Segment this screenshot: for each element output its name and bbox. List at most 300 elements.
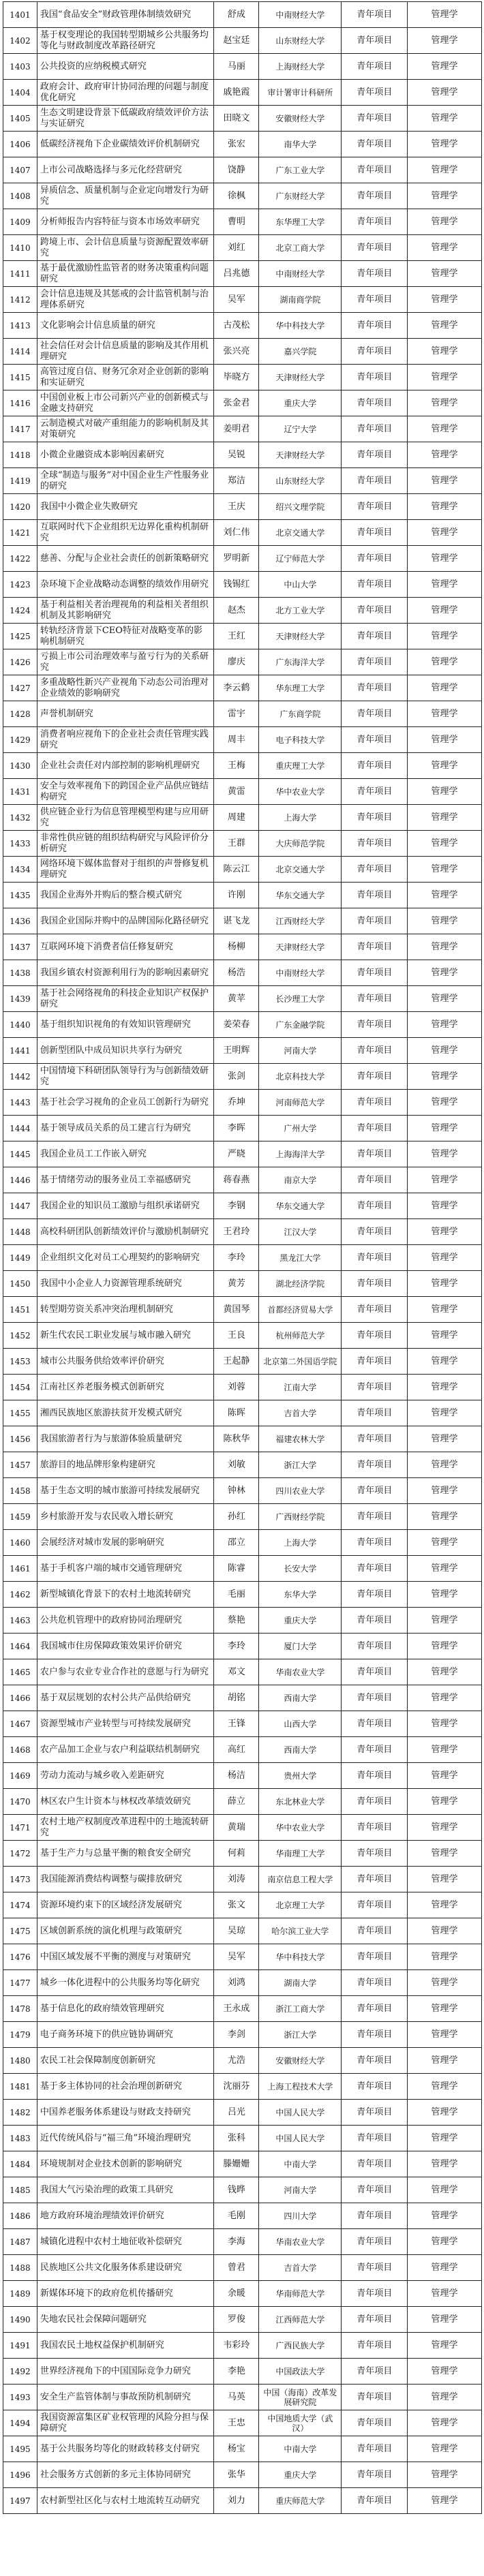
discipline-cell: 管理学	[408, 1478, 482, 1504]
discipline-cell: 管理学	[408, 2151, 482, 2177]
discipline-cell: 管理学	[408, 1685, 482, 1711]
institution-cell: 山西大学	[259, 1711, 342, 1737]
institution-cell: 吉首大学	[259, 1400, 342, 1426]
project-id-cell: 1495	[3, 2436, 37, 2462]
institution-cell: 北京交通大学	[259, 857, 342, 883]
project-type-cell: 青年项目	[342, 805, 408, 831]
discipline-cell: 管理学	[408, 287, 482, 313]
institution-cell: 湖南大学	[259, 1970, 342, 1996]
table-row	[3, 1323, 482, 1349]
project-id-cell: 1441	[3, 1038, 37, 1064]
table-row	[3, 1659, 482, 1685]
institution-cell: 河南大学	[259, 2177, 342, 2203]
project-title-cell: 我国企业国际并购中的品牌国际化路径研究	[37, 908, 213, 934]
project-type-cell: 青年项目	[342, 1167, 408, 1193]
table-row	[3, 1167, 482, 1193]
leader-name-cell: 王明辉	[214, 1038, 259, 1064]
project-type-cell: 青年项目	[342, 1815, 408, 1841]
project-title-cell: 我国企业海外并购后的整合模式研究	[37, 883, 213, 908]
project-title-cell: 企业组织文化对员工心理契约的影响研究	[37, 1245, 213, 1271]
leader-name-cell: 滕姗姗	[214, 2151, 259, 2177]
project-title-cell: 基于最优激励性监管者的财务决策重构问题研究	[37, 261, 213, 287]
project-title-cell: 企业社会责任对内部控制的影响机理研究	[37, 753, 213, 779]
project-id-cell: 1469	[3, 1763, 37, 1789]
project-type-cell: 青年项目	[342, 2488, 408, 2514]
institution-cell: 华东理工大学	[259, 675, 342, 701]
project-type-cell: 青年项目	[342, 1737, 408, 1763]
project-type-cell: 青年项目	[342, 2359, 408, 2385]
project-title-cell: 我国“食品安全”财政管理体制绩效研究	[37, 2, 213, 28]
table-row	[3, 598, 482, 624]
institution-cell: 东华大学	[259, 1582, 342, 1608]
project-id-cell: 1434	[3, 857, 37, 883]
institution-cell: 贵州大学	[259, 1763, 342, 1789]
institution-cell: 长沙理工大学	[259, 986, 342, 1012]
project-id-cell: 1440	[3, 1012, 37, 1038]
project-id-cell: 1411	[3, 261, 37, 287]
table-row	[3, 1737, 482, 1763]
institution-cell: 华中科技大学	[259, 1944, 342, 1970]
leader-name-cell: 马英	[214, 2385, 259, 2410]
discipline-cell: 管理学	[408, 1038, 482, 1064]
institution-cell: 华南农业大学	[259, 2229, 342, 2255]
project-title-cell: 公共投资的应纳税模式研究	[37, 54, 213, 80]
project-type-cell: 青年项目	[342, 468, 408, 494]
project-type-cell: 青年项目	[342, 1504, 408, 1530]
institution-cell: 吉首大学	[259, 2255, 342, 2281]
leader-name-cell: 姜荣春	[214, 1012, 259, 1038]
discipline-cell: 管理学	[408, 1918, 482, 1944]
table-row	[3, 1116, 482, 1141]
institution-cell: 江南大学	[259, 1375, 342, 1400]
project-type-cell: 青年项目	[342, 2255, 408, 2281]
leader-name-cell: 张金君	[214, 390, 259, 416]
leader-name-cell: 王君玲	[214, 1219, 259, 1245]
institution-cell: 审计署审计科研所	[259, 80, 342, 106]
project-id-cell: 1417	[3, 416, 37, 442]
discipline-cell: 管理学	[408, 831, 482, 857]
project-type-cell: 青年项目	[342, 235, 408, 261]
discipline-cell: 管理学	[408, 313, 482, 339]
table-row	[3, 1064, 482, 1090]
project-title-cell: 新媒体环境下的政府危机传播研究	[37, 2281, 213, 2307]
project-title-cell: 非常性供应链的组织结构研究与风险评价分析研究	[37, 831, 213, 857]
project-title-cell: 互联网时代下企业组织无边界化重构机制研究	[37, 520, 213, 546]
project-type-cell: 青年项目	[342, 1556, 408, 1582]
project-title-cell: 城镇化进程中农村土地征收补偿研究	[37, 2229, 213, 2255]
project-type-cell: 青年项目	[342, 1245, 408, 1271]
project-id-cell: 1479	[3, 2022, 37, 2048]
project-type-cell: 青年项目	[342, 1219, 408, 1245]
project-type-cell: 青年项目	[342, 1970, 408, 1996]
project-title-cell: 消费者响应视角下的企业社会责任管理实践研究	[37, 727, 213, 753]
table-row	[3, 572, 482, 598]
project-type-cell: 青年项目	[342, 2229, 408, 2255]
project-type-cell: 青年项目	[342, 572, 408, 598]
institution-cell: 中国地质大学（武汉）	[259, 2410, 342, 2436]
table-row	[3, 132, 482, 157]
leader-name-cell: 张剑	[214, 1064, 259, 1090]
leader-name-cell: 陈晖	[214, 1400, 259, 1426]
project-type-cell: 青年项目	[342, 157, 408, 183]
project-type-cell: 青年项目	[342, 598, 408, 624]
table-row	[3, 857, 482, 883]
table-row	[3, 624, 482, 649]
project-id-cell: 1452	[3, 1323, 37, 1349]
institution-cell: 广东财经大学	[259, 183, 342, 209]
project-type-cell: 青年项目	[342, 1375, 408, 1400]
table-row	[3, 1892, 482, 1918]
project-title-cell: 近代传统风俗与“福三角”环境治理研究	[37, 2126, 213, 2151]
project-id-cell: 1492	[3, 2359, 37, 2385]
project-title-cell: 城乡一体化进程中的公共服务均等化研究	[37, 1970, 213, 1996]
project-type-cell: 青年项目	[342, 2410, 408, 2436]
leader-name-cell: 乔坤	[214, 1090, 259, 1116]
discipline-cell: 管理学	[408, 675, 482, 701]
institution-cell: 上海财经大学	[259, 54, 342, 80]
project-id-cell: 1447	[3, 1193, 37, 1219]
project-title-cell: 我国中小微企业失败研究	[37, 494, 213, 520]
leader-name-cell: 刘涛	[214, 1867, 259, 1892]
project-type-cell: 青年项目	[342, 1323, 408, 1349]
table-row	[3, 1530, 482, 1556]
project-title-cell: 异质信念、质量机制与企业定向增发行为研究	[37, 183, 213, 209]
institution-cell: 重庆大学	[259, 2462, 342, 2488]
project-title-cell: 资源环境约束下的区域经济发展研究	[37, 1892, 213, 1918]
institution-cell: 中山大学	[259, 572, 342, 598]
project-title-cell: 我国企业员工工作嵌入研究	[37, 1141, 213, 1167]
institution-cell: 中南财经大学	[259, 2, 342, 28]
leader-name-cell: 张华	[214, 2462, 259, 2488]
table-row	[3, 287, 482, 313]
leader-name-cell: 谌飞龙	[214, 908, 259, 934]
project-type-cell: 青年项目	[342, 209, 408, 235]
table-row	[3, 339, 482, 365]
leader-name-cell: 舒成	[214, 2, 259, 28]
table-row	[3, 546, 482, 572]
table-row	[3, 2229, 482, 2255]
project-type-cell: 青年项目	[342, 1685, 408, 1711]
project-id-cell: 1446	[3, 1167, 37, 1193]
institution-cell: 北京科技大学	[259, 1064, 342, 1090]
institution-cell: 上海海洋大学	[259, 1141, 342, 1167]
leader-name-cell: 杨洁	[214, 1763, 259, 1789]
leader-name-cell: 吕兆德	[214, 261, 259, 287]
leader-name-cell: 黄苹	[214, 986, 259, 1012]
institution-cell: 重庆师范大学	[259, 2488, 342, 2514]
discipline-cell: 管理学	[408, 908, 482, 934]
institution-cell: 南京大学	[259, 1167, 342, 1193]
institution-cell: 大庆师范学院	[259, 831, 342, 857]
table-row	[3, 1219, 482, 1245]
leader-name-cell: 赵宝廷	[214, 28, 259, 54]
project-id-cell: 1491	[3, 2333, 37, 2359]
project-id-cell: 1494	[3, 2410, 37, 2436]
table-row	[3, 442, 482, 468]
leader-name-cell: 薛立	[214, 1789, 259, 1815]
discipline-cell: 管理学	[408, 1867, 482, 1892]
table-row	[3, 2126, 482, 2151]
institution-cell: 湖南商学院	[259, 287, 342, 313]
project-type-cell: 青年项目	[342, 1918, 408, 1944]
leader-name-cell: 李云鹤	[214, 675, 259, 701]
project-title-cell: 农民工社会保障制度创新研究	[37, 2048, 213, 2074]
discipline-cell: 管理学	[408, 157, 482, 183]
discipline-cell: 管理学	[408, 1323, 482, 1349]
leader-name-cell: 李钢	[214, 1193, 259, 1219]
project-title-cell: 生态文明建设背景下低碳政府绩效评价方法与实证研究	[37, 106, 213, 132]
table-row	[3, 1090, 482, 1116]
discipline-cell: 管理学	[408, 132, 482, 157]
project-id-cell: 1467	[3, 1711, 37, 1737]
leader-name-cell: 周建	[214, 805, 259, 831]
project-type-cell: 青年项目	[342, 753, 408, 779]
project-type-cell: 青年项目	[342, 1634, 408, 1659]
project-id-cell: 1437	[3, 934, 37, 960]
institution-cell: 华中农业大学	[259, 779, 342, 805]
leader-name-cell: 孙红	[214, 1504, 259, 1530]
project-type-cell: 青年项目	[342, 1271, 408, 1297]
institution-cell: 西南大学	[259, 1685, 342, 1711]
leader-name-cell: 毛刚	[214, 2203, 259, 2229]
institution-cell: 电子科技大学	[259, 727, 342, 753]
table-row	[3, 1867, 482, 1892]
institution-cell: 中国（海南）改革发展研究院	[259, 2385, 342, 2410]
discipline-cell: 管理学	[408, 2333, 482, 2359]
project-title-cell: 基于信息化的政府绩效管理研究	[37, 1996, 213, 2022]
discipline-cell: 管理学	[408, 753, 482, 779]
project-id-cell: 1461	[3, 1556, 37, 1582]
institution-cell: 首都经济贸易大学	[259, 1297, 342, 1323]
project-type-cell: 青年项目	[342, 1064, 408, 1090]
table-row	[3, 183, 482, 209]
leader-name-cell: 张科	[214, 2126, 259, 2151]
table-row	[3, 2436, 482, 2462]
project-type-cell: 青年项目	[342, 1478, 408, 1504]
project-title-cell: 云制造模式对破产重组能力的影响机制及其对策研究	[37, 416, 213, 442]
project-title-cell: 杂环境下企业战略动态调整的绩效作用研究	[37, 572, 213, 598]
institution-cell: 河南师范大学	[259, 1090, 342, 1116]
table-row	[3, 805, 482, 831]
discipline-cell: 管理学	[408, 2203, 482, 2229]
institution-cell: 华中农业大学	[259, 1815, 342, 1841]
discipline-cell: 管理学	[408, 2126, 482, 2151]
project-id-cell: 1488	[3, 2255, 37, 2281]
table-row	[3, 1556, 482, 1582]
institution-cell: 安徽财经大学	[259, 106, 342, 132]
table-row	[3, 235, 482, 261]
leader-name-cell: 古茂松	[214, 313, 259, 339]
project-id-cell: 1424	[3, 598, 37, 624]
institution-cell: 绍兴文理学院	[259, 494, 342, 520]
project-id-cell: 1473	[3, 1867, 37, 1892]
discipline-cell: 管理学	[408, 2359, 482, 2385]
project-id-cell: 1401	[3, 2, 37, 28]
project-title-cell: 网络环境下媒体监督对于组织的声誉修复机理研究	[37, 857, 213, 883]
institution-cell: 北京第二外国语学院	[259, 1349, 342, 1375]
table-row	[3, 2307, 482, 2333]
leader-name-cell: 王起静	[214, 1349, 259, 1375]
discipline-cell: 管理学	[408, 2, 482, 28]
leader-name-cell: 胡铭	[214, 1685, 259, 1711]
project-title-cell: 我国大气污染治理的政策工具研究	[37, 2177, 213, 2203]
project-id-cell: 1405	[3, 106, 37, 132]
discipline-cell: 管理学	[408, 805, 482, 831]
project-type-cell: 青年项目	[342, 2151, 408, 2177]
table-row	[3, 675, 482, 701]
leader-name-cell: 曾君	[214, 2255, 259, 2281]
discipline-cell: 管理学	[408, 2410, 482, 2436]
project-title-cell: 资源型城市产业转型与可持续发展研究	[37, 1711, 213, 1737]
project-title-cell: 基于多主体协同的社会治理创新研究	[37, 2074, 213, 2100]
project-list-table	[3, 1, 482, 2514]
discipline-cell: 管理学	[408, 1297, 482, 1323]
project-type-cell: 青年项目	[342, 442, 408, 468]
project-type-cell: 青年项目	[342, 883, 408, 908]
project-title-cell: 全球“制造与服务”对中国企业生产性服务业的研究	[37, 468, 213, 494]
discipline-cell: 管理学	[408, 1090, 482, 1116]
discipline-cell: 管理学	[408, 183, 482, 209]
project-id-cell: 1427	[3, 675, 37, 701]
table-row	[3, 701, 482, 727]
table-row	[3, 960, 482, 986]
table-row	[3, 106, 482, 132]
project-id-cell: 1487	[3, 2229, 37, 2255]
discipline-cell: 管理学	[408, 1375, 482, 1400]
project-title-cell: 民族地区公共文化服务体系建设研究	[37, 2255, 213, 2281]
discipline-cell: 管理学	[408, 2436, 482, 2462]
institution-cell: 重庆大学	[259, 1608, 342, 1634]
discipline-cell: 管理学	[408, 1530, 482, 1556]
discipline-cell: 管理学	[408, 1426, 482, 1452]
institution-cell: 北方工业大学	[259, 598, 342, 624]
project-title-cell: 基于组织知识视角的有效知识管理研究	[37, 1012, 213, 1038]
table-row	[3, 1271, 482, 1297]
table-row	[3, 1608, 482, 1634]
leader-name-cell: 黄雷	[214, 779, 259, 805]
project-id-cell: 1462	[3, 1582, 37, 1608]
project-id-cell: 1418	[3, 442, 37, 468]
project-id-cell: 1404	[3, 80, 37, 106]
table-row	[3, 2151, 482, 2177]
project-title-cell: 基于权变理论的我国转型期城乡公共服务均等化与财政制度改革路径研究	[37, 28, 213, 54]
project-title-cell: 区域创新系统的演化机理与政策研究	[37, 1918, 213, 1944]
discipline-cell: 管理学	[408, 624, 482, 649]
discipline-cell: 管理学	[408, 960, 482, 986]
project-id-cell: 1489	[3, 2281, 37, 2307]
project-id-cell: 1454	[3, 1375, 37, 1400]
discipline-cell: 管理学	[408, 1271, 482, 1297]
project-type-cell: 青年项目	[342, 2048, 408, 2074]
discipline-cell: 管理学	[408, 986, 482, 1012]
institution-cell: 南京信息工程大学	[259, 1867, 342, 1892]
project-type-cell: 青年项目	[342, 132, 408, 157]
project-title-cell: 基于社会网络视角的科技企业知识产权保护研究	[37, 986, 213, 1012]
project-title-cell: 安全生产监管体制与事故预防机制研究	[37, 2385, 213, 2410]
discipline-cell: 管理学	[408, 2074, 482, 2100]
table-row	[3, 1685, 482, 1711]
table-row	[3, 261, 482, 287]
project-id-cell: 1482	[3, 2100, 37, 2126]
leader-name-cell: 毕晓方	[214, 365, 259, 390]
table-row	[3, 2488, 482, 2514]
project-id-cell: 1419	[3, 468, 37, 494]
project-title-cell: 林区农户生计资本与林权改革绩效研究	[37, 1789, 213, 1815]
table-row	[3, 2255, 482, 2281]
table-row	[3, 2203, 482, 2229]
leader-name-cell: 王良	[214, 1323, 259, 1349]
leader-name-cell: 张文	[214, 1892, 259, 1918]
project-id-cell: 1484	[3, 2151, 37, 2177]
table-row	[3, 2, 482, 28]
project-type-cell: 青年项目	[342, 2203, 408, 2229]
project-type-cell: 青年项目	[342, 1659, 408, 1685]
table-row	[3, 1452, 482, 1478]
project-title-cell: 中国区域发展不平衡的测度与对策研究	[37, 1944, 213, 1970]
institution-cell: 上海大学	[259, 805, 342, 831]
table-row	[3, 779, 482, 805]
table-row	[3, 2385, 482, 2410]
institution-cell: 杭州师范大学	[259, 1323, 342, 1349]
table-row	[3, 28, 482, 54]
institution-cell: 福建农林大学	[259, 1426, 342, 1452]
leader-name-cell: 蔡艳	[214, 1608, 259, 1634]
project-title-cell: 地方政府环境治理绩效评价研究	[37, 2203, 213, 2229]
project-type-cell: 青年项目	[342, 390, 408, 416]
table-row	[3, 390, 482, 416]
leader-name-cell: 黄国琴	[214, 1297, 259, 1323]
project-id-cell: 1433	[3, 831, 37, 857]
institution-cell: 上海大学	[259, 1530, 342, 1556]
project-title-cell: 乡村旅游开发与农民收入增长研究	[37, 1504, 213, 1530]
discipline-cell: 管理学	[408, 1737, 482, 1763]
project-id-cell: 1416	[3, 390, 37, 416]
leader-name-cell: 刘鸿	[214, 1970, 259, 1996]
project-title-cell: 我国乡镇农村资源利用行为的影响因素研究	[37, 960, 213, 986]
discipline-cell: 管理学	[408, 442, 482, 468]
discipline-cell: 管理学	[408, 1582, 482, 1608]
leader-name-cell: 余暖	[214, 2281, 259, 2307]
institution-cell: 广东工业大学	[259, 157, 342, 183]
project-id-cell: 1477	[3, 1970, 37, 1996]
discipline-cell: 管理学	[408, 1944, 482, 1970]
discipline-cell: 管理学	[408, 1608, 482, 1634]
leader-name-cell: 王庆	[214, 494, 259, 520]
project-type-cell: 青年项目	[342, 1867, 408, 1892]
project-id-cell: 1450	[3, 1271, 37, 1297]
table-row	[3, 1996, 482, 2022]
leader-name-cell: 尤浩	[214, 2048, 259, 2074]
discipline-cell: 管理学	[408, 598, 482, 624]
project-type-cell: 青年项目	[342, 2074, 408, 2100]
institution-cell: 广东金融学院	[259, 1012, 342, 1038]
institution-cell: 中南财经大学	[259, 261, 342, 287]
discipline-cell: 管理学	[408, 520, 482, 546]
institution-cell: 四川农业大学	[259, 1478, 342, 1504]
institution-cell: 广东商学院	[259, 701, 342, 727]
table-row	[3, 1426, 482, 1452]
discipline-cell: 管理学	[408, 494, 482, 520]
institution-cell: 浙江工商大学	[259, 1996, 342, 2022]
discipline-cell: 管理学	[408, 54, 482, 80]
project-id-cell: 1471	[3, 1815, 37, 1841]
institution-cell: 中国政法大学	[259, 2359, 342, 2385]
project-type-cell: 青年项目	[342, 960, 408, 986]
leader-name-cell: 邓文	[214, 1659, 259, 1685]
project-id-cell: 1442	[3, 1064, 37, 1090]
project-title-cell: 世界经济视角下的中国国际竞争力研究	[37, 2359, 213, 2385]
leader-name-cell: 刘仁伟	[214, 520, 259, 546]
